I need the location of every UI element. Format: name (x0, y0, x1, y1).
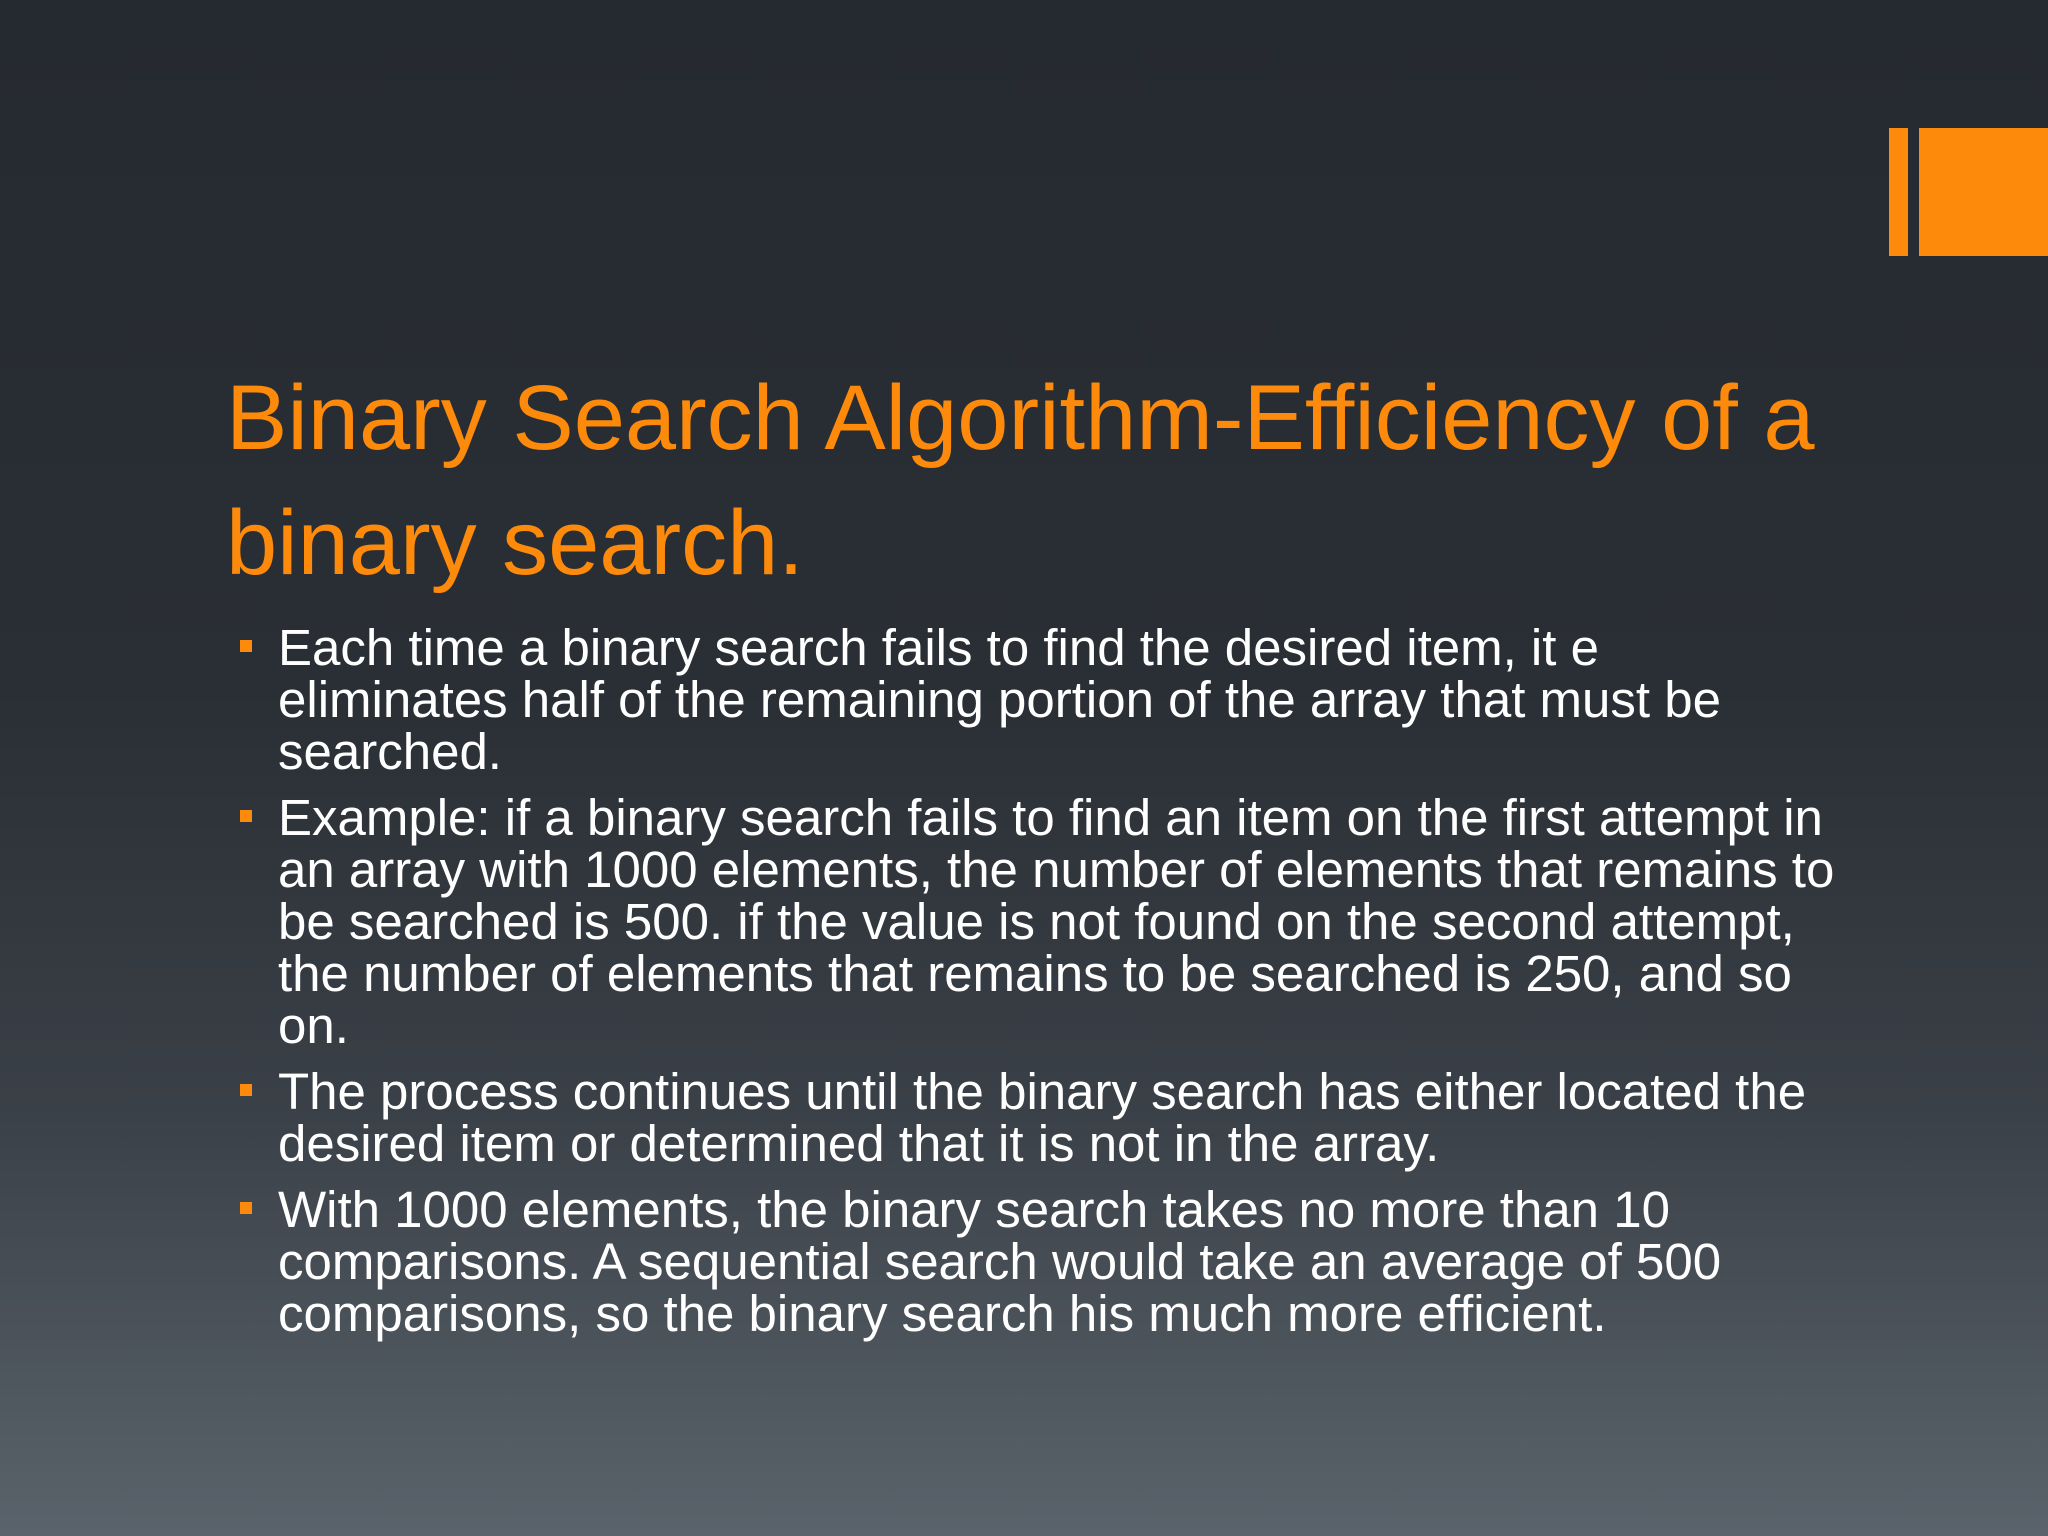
accent-bar-thin (1889, 128, 1908, 256)
bullet-text: With 1000 elements, the binary search takes no more than 10 comparisons. A sequential search would take an average of 500 comparisons, so the binary search his much more efficient. (278, 1181, 1722, 1342)
bullet-text: Each time a binary search fails to find the desired item, it e eliminates half of the remaining portion of the array that must be searched. (278, 619, 1721, 780)
bullet-text: The process continues until the binary search has either located the desired item or determined that it is not in the array. (278, 1063, 1807, 1172)
square-bullet-icon (240, 1084, 252, 1096)
square-bullet-icon (240, 640, 252, 652)
square-bullet-icon (240, 810, 252, 822)
bullet-list (236, 619, 1836, 1354)
square-bullet-icon (240, 1202, 252, 1214)
bullet-text: Example: if a binary search fails to find an item on the first attempt in an array with 1000 elements, the number of elements that remains to be searched is 500. if the value is not found on the second attempt, the number of elements that remains to be searched is 250, and so on. (278, 789, 1835, 1054)
accent-bar-block (1919, 128, 2048, 256)
bullet-item (236, 1063, 1836, 1172)
bullet-item (236, 619, 1836, 780)
bullet-item (236, 1181, 1836, 1342)
slide-title: Binary Search Algorithm-Efficiency of a binary search. (226, 367, 1815, 594)
bullet-item (236, 789, 1836, 1054)
